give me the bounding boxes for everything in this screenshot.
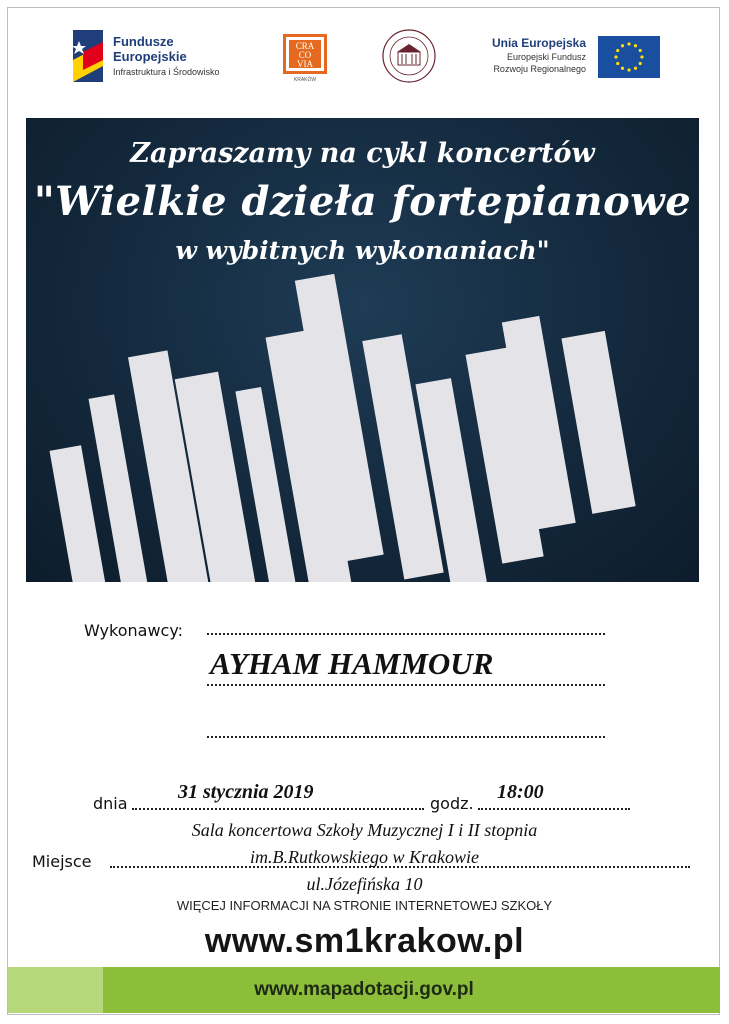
cracovia-cra: CRA bbox=[295, 41, 315, 51]
fundusze-line1: Fundusze bbox=[113, 34, 174, 49]
cracovia-subtitle: KRAKÓW bbox=[293, 77, 317, 82]
date-label: dnia bbox=[93, 794, 128, 813]
ue-line3: Rozwoju Regionalnego bbox=[493, 64, 586, 74]
ue-text bbox=[470, 36, 586, 75]
performers-label: Wykonawcy: bbox=[84, 621, 184, 640]
performers-dotted-line-2 bbox=[207, 684, 605, 686]
piano-key bbox=[561, 331, 635, 514]
banner-series-title: "Wielkie dzieła fortepianowe bbox=[33, 178, 692, 225]
more-info-text: WIĘCEJ INFORMACJI NA STRONIE INTERNETOWEJ SZKOŁY bbox=[176, 898, 553, 913]
venue-line3: ul.Józefińska 10 bbox=[306, 874, 423, 894]
fundusze-line3: Infrastruktura i Środowisko bbox=[113, 67, 220, 77]
venue-line1: Sala koncertowa Szkoły Muzycznej I i II stopnia bbox=[191, 820, 538, 840]
eu-star-icon bbox=[614, 55, 617, 58]
performers-dotted-line-1 bbox=[207, 633, 605, 635]
eu-star-icon bbox=[616, 49, 619, 52]
date-dotted-line bbox=[132, 808, 424, 810]
logo-bar bbox=[0, 20, 729, 100]
time-value: 18:00 bbox=[497, 781, 544, 803]
ue-line2: Europejski Fundusz bbox=[506, 52, 586, 62]
cracovia-via: VIA bbox=[297, 59, 313, 69]
cracovia-co: CO bbox=[298, 50, 312, 60]
cracovia-logo-icon bbox=[283, 34, 327, 82]
fundusze-europejskie-text bbox=[113, 34, 220, 78]
eu-star-icon bbox=[634, 44, 637, 47]
fundusze-europejskie-logo-icon bbox=[73, 30, 103, 82]
performer-name: AYHAM HAMMOUR bbox=[210, 646, 494, 681]
eu-star-icon bbox=[616, 62, 619, 65]
date-value: 31 stycznia 2019 bbox=[178, 781, 314, 803]
eu-star-icon bbox=[639, 62, 642, 65]
banner-subtitle: w wybitnych wykonaniach" bbox=[175, 236, 550, 265]
time-label: godz. bbox=[430, 794, 474, 813]
time-dotted-line bbox=[478, 808, 630, 810]
eu-star-icon bbox=[634, 67, 637, 70]
ue-line1: Unia Europejska bbox=[491, 36, 586, 50]
eu-star-icon bbox=[627, 68, 630, 71]
eu-flag-icon bbox=[598, 36, 660, 78]
footer-bar bbox=[8, 967, 720, 1013]
eu-star-icon bbox=[621, 67, 624, 70]
performers-dotted-line-3 bbox=[207, 736, 605, 738]
place-label: Miejsce bbox=[32, 852, 92, 871]
concert-banner bbox=[26, 118, 699, 582]
banner-invite-line: Zapraszamy na cykl koncertów bbox=[130, 138, 595, 169]
fundusze-line2: Europejskie bbox=[113, 49, 187, 64]
building-seal-icon bbox=[381, 28, 437, 84]
eu-star-icon bbox=[640, 55, 643, 58]
eu-star-icon bbox=[621, 44, 624, 47]
school-website-link[interactable]: www.sm1krakow.pl bbox=[204, 922, 525, 960]
footer-url-link[interactable]: www.mapadotacji.gov.pl bbox=[254, 979, 474, 1000]
eu-star-icon bbox=[627, 42, 630, 45]
eu-star-icon bbox=[639, 49, 642, 52]
venue-line2: im.B.Rutkowskiego w Krakowie bbox=[250, 847, 479, 867]
